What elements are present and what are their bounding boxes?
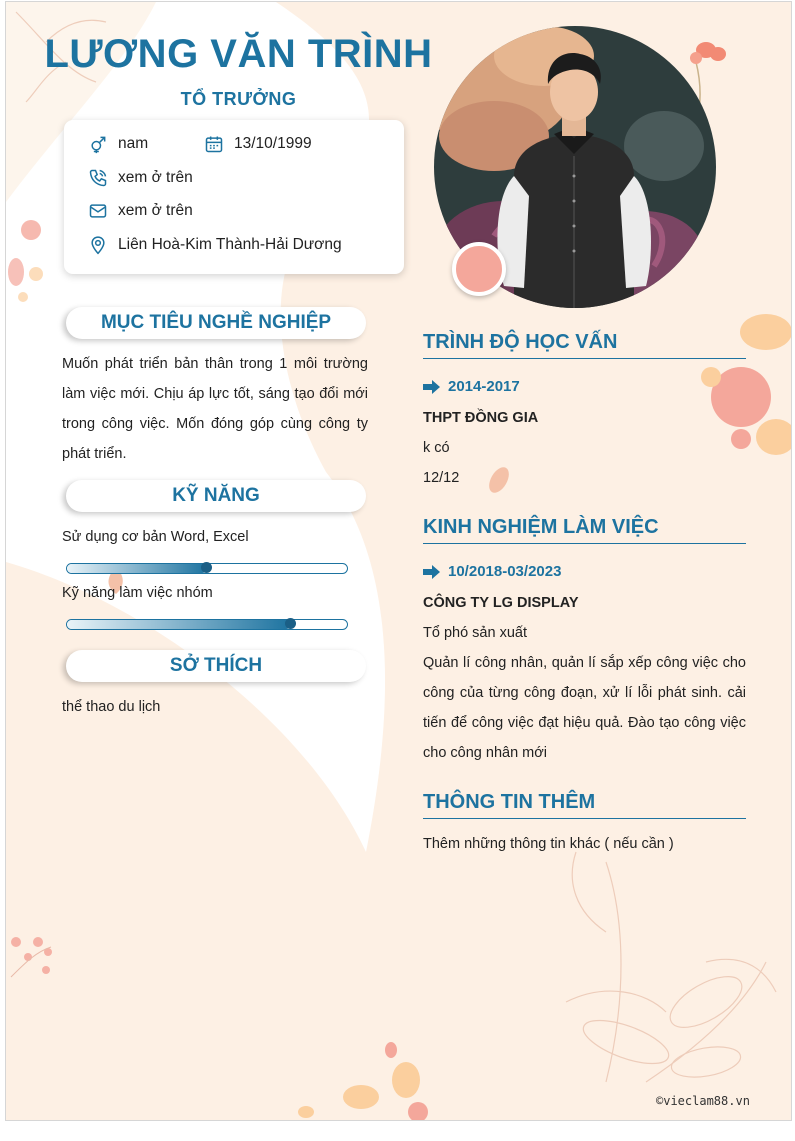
experience-position: Tổ phó sản xuất — [423, 625, 527, 641]
education-school: THPT ĐỒNG GIA — [423, 410, 539, 426]
calendar-icon — [204, 134, 224, 154]
phone-value: xem ở trên — [118, 169, 193, 186]
email-row — [88, 201, 193, 221]
phone-row — [88, 168, 193, 188]
education-period — [423, 378, 520, 395]
gender-icon — [88, 134, 108, 154]
skill-bar-fill — [67, 620, 291, 629]
skill-bar-knob — [285, 618, 296, 629]
objective-text: Muốn phát triển bản thân trong 1 môi trường làm việc mới. Chịu áp lực tốt, sáng tạo đổi mới trong công việc. Mốn đóng góp cùng công ty phát triển. — [62, 356, 368, 462]
experience-description: Quản lí công nhân, quản lí sắp xếp công việc cho công của từng công đoạn, xử lí lỗi phát sinh. cải tiến để công việc đạt hiệu quả. Đào tạo công việc cho công nhân mới — [423, 655, 746, 761]
email-value: xem ở trên — [118, 202, 193, 219]
education-line: k có — [423, 440, 450, 456]
gender-value: nam — [118, 135, 149, 152]
experience-period-value: 10/2018-03/2023 — [448, 563, 562, 580]
address-value: Liên Hoà-Kim Thành-Hải Dương — [118, 236, 342, 253]
gender-row — [88, 134, 148, 154]
location-pin-icon — [88, 235, 108, 255]
hobbies-text: thể thao du lịch — [62, 699, 161, 715]
skill-bar-knob — [201, 562, 212, 573]
skill-name: Kỹ năng làm việc nhóm — [62, 585, 213, 601]
arrow-right-icon — [423, 565, 440, 579]
photo-accent-dot — [452, 242, 506, 296]
birthdate-value: 13/10/1999 — [234, 135, 312, 152]
skill-bar — [66, 619, 348, 630]
contact-info-card — [64, 120, 404, 274]
skill-bar-fill — [67, 564, 207, 573]
education-line: 12/12 — [423, 470, 460, 486]
cv-page — [5, 1, 792, 1121]
candidate-role: TỔ TRƯỞNG — [180, 89, 297, 109]
birthdate-row — [204, 134, 312, 154]
education-heading: TRÌNH ĐỘ HỌC VẤN — [423, 331, 746, 359]
skill-name: Sử dụng cơ bản Word, Excel — [62, 529, 249, 545]
education-period-value: 2014-2017 — [448, 378, 520, 395]
objective-heading: MỤC TIÊU NGHỀ NGHIỆP — [66, 307, 366, 339]
additional-text: Thêm những thông tin khác ( nếu cần ) — [423, 836, 674, 852]
experience-company: CÔNG TY LG DISPLAY — [423, 595, 579, 611]
experience-heading: KINH NGHIỆM LÀM VIỆC — [423, 516, 746, 544]
address-row — [88, 235, 342, 255]
hobbies-heading: SỞ THÍCH — [66, 650, 366, 682]
skill-bar — [66, 563, 348, 574]
additional-heading: THÔNG TIN THÊM — [423, 791, 746, 819]
phone-icon — [88, 168, 108, 188]
arrow-right-icon — [423, 380, 440, 394]
experience-period — [423, 563, 561, 580]
candidate-name: LƯƠNG VĂN TRÌNH — [44, 32, 433, 76]
skills-heading: KỸ NĂNG — [66, 480, 366, 512]
site-credit: ©vieclam88.vn — [656, 1094, 750, 1108]
envelope-icon — [88, 201, 108, 221]
